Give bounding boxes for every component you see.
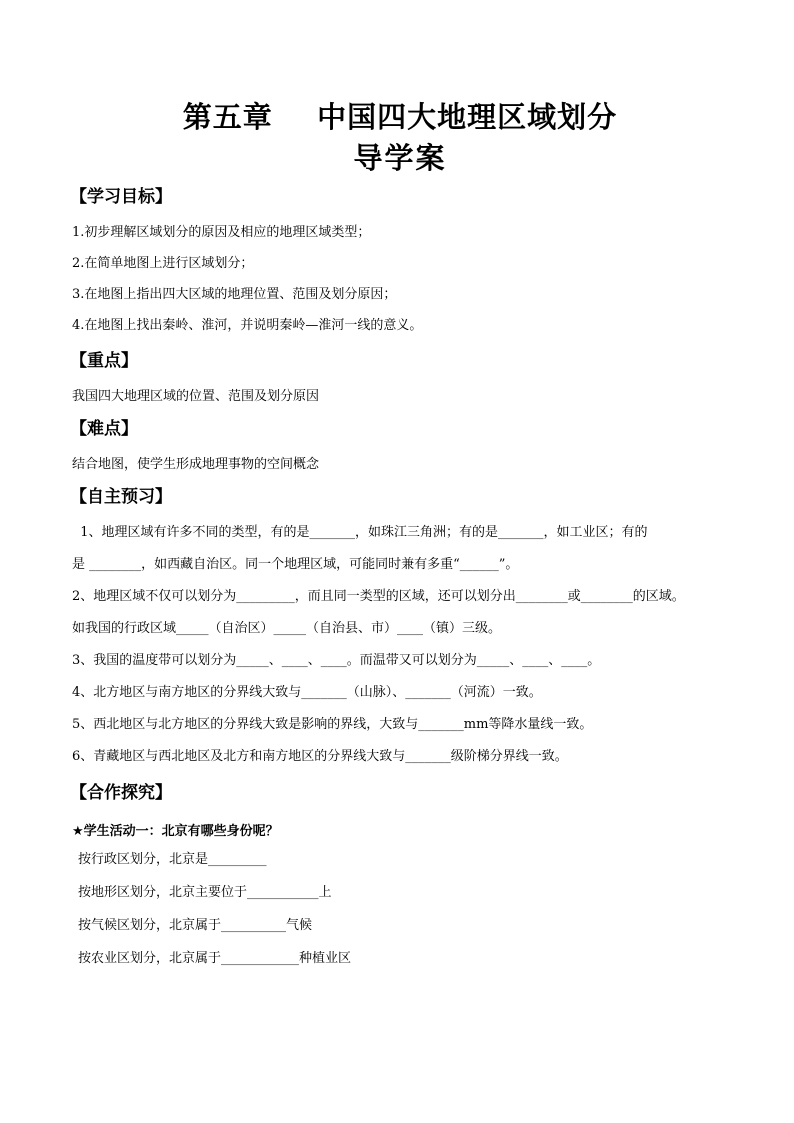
goal-item: 4.在地图上找出秦岭、淮河，并说明秦岭—淮河一线的意义。 [72, 318, 423, 333]
key-point-heading: 【重点】 [70, 351, 138, 371]
difficulty-text: 结合地图，使学生形成地理事物的空间概念 [72, 457, 320, 472]
preview-item: 4、北方地区与南方地区的分界线大致与_______（山脉）、_______（河流）一致。 [72, 685, 542, 700]
preview-item: 2、地理区域不仅可以划分为_________，而且同一类型的区域，还可以划分出________或________的区域。 [72, 589, 685, 604]
activity-list [72, 851, 728, 968]
preview-item: 1、地理区域有许多不同的类型，有的是_______，如珠江三角洲；有的是_______，如工业区；有的 [72, 525, 648, 540]
activity-item: 按行政区划分，北京是_________ [78, 852, 267, 867]
document-subtitle: 导学案 [353, 141, 447, 175]
document-page [72, 96, 728, 983]
activity-item: 按农业区划分，北京属于____________种植业区 [78, 951, 352, 966]
cooperation-heading: 【合作探究】 [70, 783, 172, 803]
activity-item: 按气候区划分，北京属于__________气候 [78, 918, 313, 933]
goal-item: 3.在地图上指出四大区域的地理位置、范围及划分原因； [72, 287, 397, 302]
activity-item: 按地形区划分，北京主要位于___________上 [78, 885, 332, 900]
goals-heading: 【学习目标】 [70, 187, 172, 207]
preview-list [72, 524, 728, 766]
preview-item: 5、西北地区与北方地区的分界线大致是影响的界线，大致与_______mm等降水量线一致。 [72, 717, 593, 732]
goals-list [72, 224, 728, 335]
preview-item: 6、青藏地区与西北地区及北方和南方地区的分界线大致与_______级阶梯分界线一致。 [72, 749, 568, 764]
preview-item: 3、我国的温度带可以划分为_____、____、____。而温带又可以划分为_____、____、____。 [72, 653, 601, 668]
difficulty-heading: 【难点】 [70, 419, 138, 439]
document-title: 第五章 中国四大地理区域划分 [182, 100, 618, 134]
activity-title: ★学生活动一：北京有哪些身份呢？ [72, 824, 279, 839]
key-point-text: 我国四大地理区域的位置、范围及划分原因 [72, 389, 320, 404]
goal-item: 2.在简单地图上进行区域划分； [72, 256, 254, 271]
preview-heading: 【自主预习】 [70, 487, 172, 507]
preview-item: 是 ________，如西藏自治区。同一个地理区域，可能同时兼有多重“______”。 [72, 557, 519, 572]
goal-item: 1.初步理解区域划分的原因及相应的地理区域类型； [72, 225, 371, 240]
preview-item: 如我国的行政区域_____（自治区）_____（自治县、市）____（镇）三级。 [72, 621, 502, 636]
